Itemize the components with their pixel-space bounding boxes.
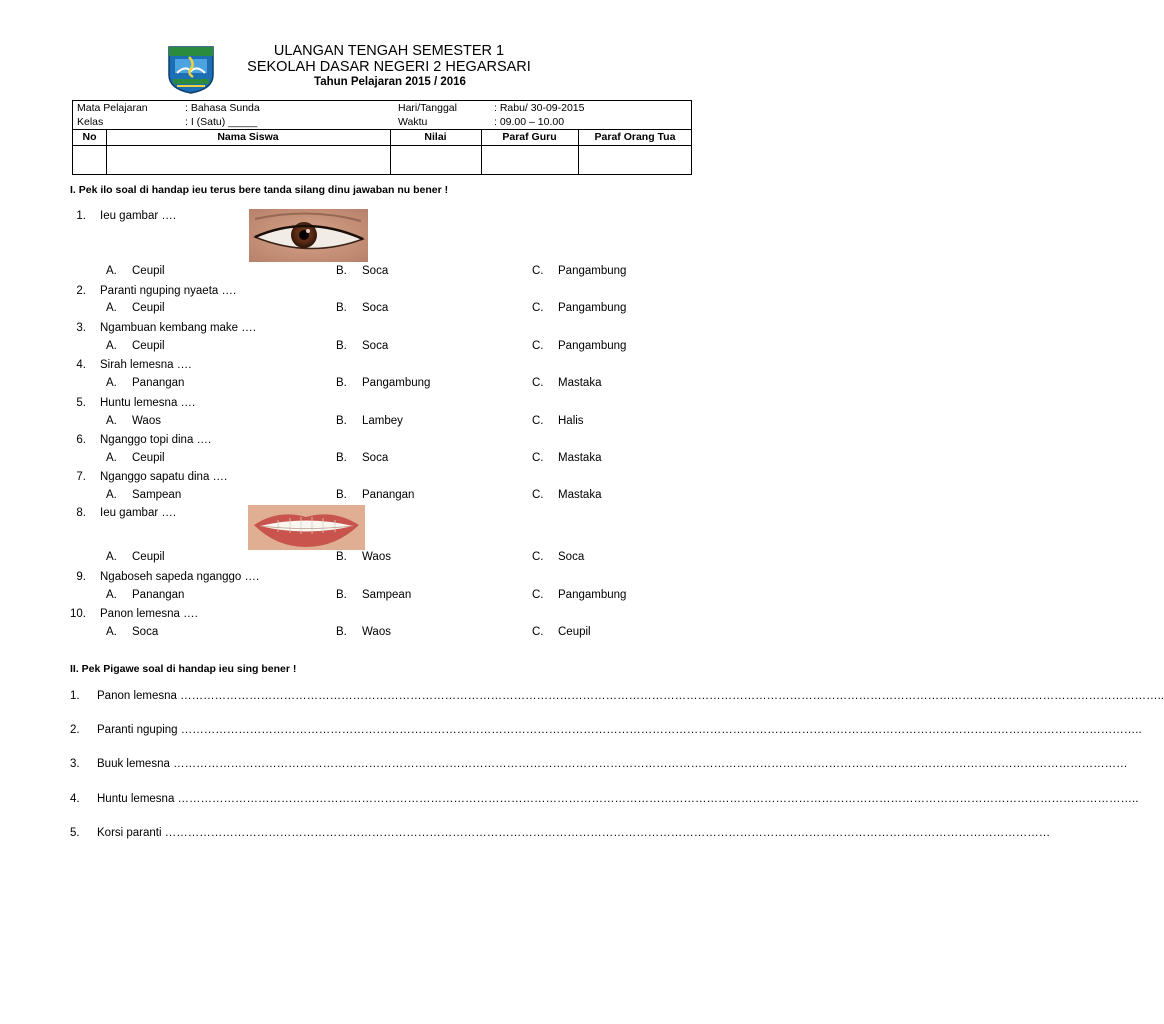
section-2-instruction: II. Pek Pigawe soal di handap ieu sing bener ! <box>70 663 297 675</box>
question-number: 6. <box>76 434 86 446</box>
table-divider <box>73 145 691 146</box>
answer-option-c[interactable] <box>532 265 626 277</box>
option-letter: A. <box>106 489 117 501</box>
academic-year: Tahun Pelajaran 2015 / 2016 <box>314 76 466 88</box>
option-text: Pangambung <box>558 265 627 277</box>
option-letter: B. <box>336 489 347 501</box>
option-text: Ceupil <box>132 551 165 563</box>
essay-question[interactable]: Panon lemesna ………………………………………………………………………………………………………………………………………………………………………………………………………………………………….. <box>97 690 1164 702</box>
answer-option-b[interactable] <box>336 340 388 352</box>
option-text: Panangan <box>132 589 185 601</box>
answer-option-c[interactable] <box>532 551 584 563</box>
question-number: 7. <box>76 471 86 483</box>
option-letter: A. <box>106 589 117 601</box>
option-text: Soca <box>362 302 389 314</box>
option-letter: A. <box>106 452 117 464</box>
question-number: 9. <box>76 571 86 583</box>
answer-option-b[interactable] <box>336 302 388 314</box>
answer-option-b[interactable] <box>336 626 391 638</box>
question-number: 5. <box>76 397 86 409</box>
answer-option-c[interactable] <box>532 589 626 601</box>
option-letter: C. <box>532 489 544 501</box>
answer-option-a[interactable] <box>106 340 165 352</box>
col-header-name: Nama Siswa <box>217 131 279 143</box>
option-letter: B. <box>336 452 347 464</box>
option-text: Sampean <box>362 589 412 601</box>
option-letter: C. <box>532 589 544 601</box>
option-letter: C. <box>532 452 544 464</box>
answer-option-a[interactable] <box>106 302 165 314</box>
question-number: 10. <box>70 608 86 620</box>
time-value: : 09.00 – 10.00 <box>494 116 565 128</box>
option-text: Ceupil <box>132 340 165 352</box>
question-number: 2. <box>76 285 86 297</box>
question-number: 4. <box>76 359 86 371</box>
school-name: SEKOLAH DASAR NEGERI 2 HEGARSARI <box>247 59 531 75</box>
answer-option-a[interactable] <box>106 626 158 638</box>
option-text: Halis <box>558 415 584 427</box>
answer-option-c[interactable] <box>532 302 626 314</box>
essay-number: 4. <box>70 793 80 805</box>
answer-option-c[interactable] <box>532 340 626 352</box>
question-text: Panon lemesna …. <box>100 608 198 620</box>
table-divider <box>73 129 691 130</box>
class-label: Kelas <box>77 116 104 128</box>
option-letter: B. <box>336 589 347 601</box>
subject-label: Mata Pelajaran <box>77 102 148 114</box>
answer-option-a[interactable] <box>106 551 165 563</box>
option-letter: A. <box>106 340 117 352</box>
col-header-score: Nilai <box>424 131 447 143</box>
essay-question[interactable]: Buuk lemesna …………………………………………………………………………………………………………………………………………………………………………………………………………………………… <box>97 758 1128 770</box>
option-text: Ceupil <box>132 302 165 314</box>
option-letter: B. <box>336 551 347 563</box>
subject-value: : Bahasa Sunda <box>185 102 260 114</box>
time-label: Waktu <box>398 116 428 128</box>
option-text: Ceupil <box>558 626 591 638</box>
question-text: Ngambuan kembang make …. <box>100 322 256 334</box>
answer-option-b[interactable] <box>336 415 403 427</box>
answer-option-b[interactable] <box>336 452 388 464</box>
question-text: Ieu gambar …. <box>100 210 177 222</box>
option-text: Pangambung <box>558 340 627 352</box>
option-text: Mastaka <box>558 377 602 389</box>
question-text: Ngaboseh sapeda nganggo …. <box>100 571 260 583</box>
question-text: Sirah lemesna …. <box>100 359 192 371</box>
option-text: Soca <box>362 340 389 352</box>
section-1-instruction: I. Pek ilo soal di handap ieu terus bere tanda silang dinu jawaban nu bener ! <box>70 184 449 196</box>
answer-option-a[interactable] <box>106 265 165 277</box>
answer-option-b[interactable] <box>336 377 430 389</box>
option-letter: C. <box>532 377 544 389</box>
option-text: Soca <box>362 452 389 464</box>
essay-number: 1. <box>70 690 80 702</box>
essay-number: 3. <box>70 758 80 770</box>
answer-option-a[interactable] <box>106 489 181 501</box>
answer-option-c[interactable] <box>532 626 591 638</box>
student-info-table <box>72 100 692 175</box>
option-letter: A. <box>106 302 117 314</box>
eye-photo <box>249 209 368 262</box>
option-text: Waos <box>132 415 161 427</box>
question-text: Huntu lemesna …. <box>100 397 196 409</box>
answer-option-a[interactable] <box>106 377 184 389</box>
option-letter: B. <box>336 302 347 314</box>
essay-number: 2. <box>70 724 80 736</box>
option-text: Sampean <box>132 489 182 501</box>
option-letter: A. <box>106 377 117 389</box>
question-number: 3. <box>76 322 86 334</box>
option-text: Pangambung <box>362 377 431 389</box>
option-letter: B. <box>336 340 347 352</box>
option-letter: C. <box>532 415 544 427</box>
answer-option-a[interactable] <box>106 589 184 601</box>
col-header-no: No <box>82 131 97 143</box>
option-text: Pangambung <box>558 589 627 601</box>
option-text: Panangan <box>132 377 185 389</box>
page-title: ULANGAN TENGAH SEMESTER 1 <box>273 43 505 59</box>
option-text: Panangan <box>362 489 415 501</box>
essay-question[interactable]: Huntu lemesna …………………………………………………………………………………………………………………………………………………………………………………………………………………………….. <box>97 793 1139 805</box>
option-text: Soca <box>362 265 389 277</box>
question-text: Paranti nguping nyaeta …. <box>100 285 237 297</box>
option-text: Lambey <box>362 415 403 427</box>
col-header-teacher-sign: Paraf Guru <box>502 131 557 143</box>
question-text: Ieu gambar …. <box>100 507 177 519</box>
day-label: Hari/Tanggal <box>398 102 457 114</box>
answer-option-c[interactable] <box>532 377 601 389</box>
option-letter: C. <box>532 265 544 277</box>
question-text: Nganggo sapatu dina …. <box>100 471 228 483</box>
option-letter: B. <box>336 415 347 427</box>
answer-option-a[interactable] <box>106 415 161 427</box>
option-letter: B. <box>336 626 347 638</box>
option-text: Ceupil <box>132 452 165 464</box>
answer-option-c[interactable] <box>532 452 601 464</box>
option-letter: B. <box>336 377 347 389</box>
answer-option-c[interactable] <box>532 489 601 501</box>
option-letter: A. <box>106 265 117 277</box>
class-value: : I (Satu) _____ <box>185 116 258 128</box>
option-letter: C. <box>532 340 544 352</box>
option-letter: A. <box>106 626 117 638</box>
option-letter: C. <box>532 302 544 314</box>
answer-option-c[interactable] <box>532 415 584 427</box>
option-text: Soca <box>558 551 585 563</box>
option-text: Mastaka <box>558 489 602 501</box>
option-text: Waos <box>362 551 391 563</box>
option-text: Soca <box>132 626 159 638</box>
answer-option-b[interactable] <box>336 265 388 277</box>
option-text: Ceupil <box>132 265 165 277</box>
essay-question[interactable]: Paranti nguping …………………………………………………………………………………………………………………………………………………………………………………………………………………………….. <box>97 724 1142 736</box>
col-header-parent-sign: Paraf Orang Tua <box>594 131 676 143</box>
question-number: 8. <box>76 507 86 519</box>
day-value: : Rabu/ 30-09-2015 <box>494 102 585 114</box>
question-text: Nganggo topi dina …. <box>100 434 212 446</box>
option-letter: C. <box>532 551 544 563</box>
option-letter: B. <box>336 265 347 277</box>
option-letter: A. <box>106 415 117 427</box>
question-number: 1. <box>76 210 86 222</box>
answer-option-b[interactable] <box>336 489 414 501</box>
essay-question[interactable]: Korsi paranti …………………………………………………………………………………………………………………………………………………………………………………………………………… <box>97 827 1051 839</box>
option-text: Pangambung <box>558 302 627 314</box>
option-text: Waos <box>362 626 391 638</box>
answer-option-b[interactable] <box>336 589 411 601</box>
answer-option-b[interactable] <box>336 551 391 563</box>
option-letter: A. <box>106 551 117 563</box>
option-letter: C. <box>532 626 544 638</box>
essay-number: 5. <box>70 827 80 839</box>
option-text: Mastaka <box>558 452 602 464</box>
answer-option-a[interactable] <box>106 452 165 464</box>
mouth-photo <box>248 505 365 550</box>
